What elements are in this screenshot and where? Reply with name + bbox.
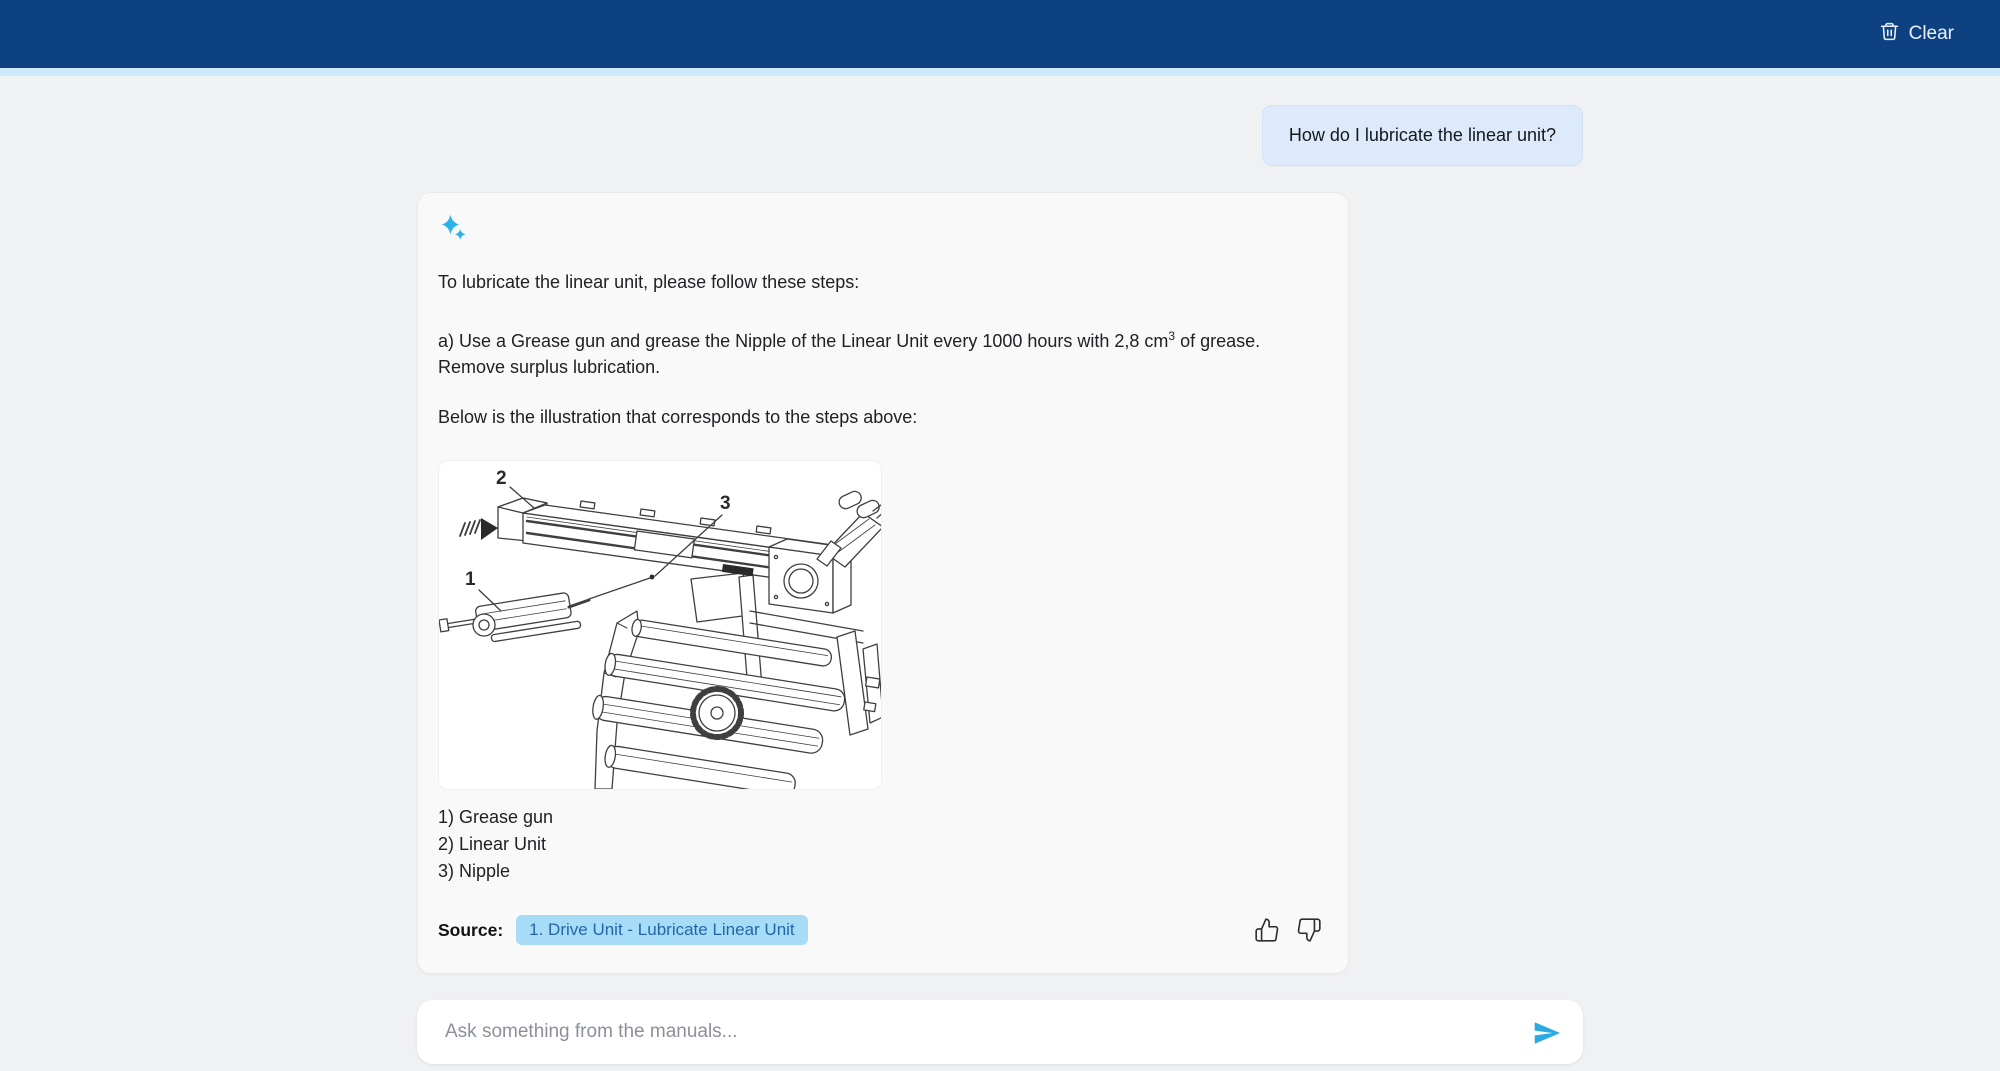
- chat-column: [417, 76, 1583, 1064]
- feedback-buttons: [1254, 917, 1322, 943]
- send-button[interactable]: [1531, 1017, 1563, 1049]
- source-label: Source:: [438, 919, 504, 940]
- thumbs-up-button[interactable]: [1254, 917, 1280, 943]
- assistant-message-card: [417, 192, 1349, 974]
- send-icon: [1532, 1036, 1562, 1051]
- sparkles-icon: [438, 213, 1320, 245]
- legend-item-nipple: 3) Nipple: [438, 861, 511, 881]
- thumbs-down-button[interactable]: [1296, 917, 1322, 943]
- trash-icon: [1879, 21, 1900, 48]
- chat-input[interactable]: [417, 1000, 1583, 1064]
- legend-item-grease-gun: 1) Grease gun: [438, 807, 554, 827]
- user-message-text: How do I lubricate the linear unit?: [1288, 125, 1556, 145]
- app-header: [0, 0, 2000, 68]
- source-link-badge[interactable]: 1. Drive Unit - Lubricate Linear Unit: [516, 915, 808, 945]
- thumbs-up-icon: [1254, 931, 1280, 946]
- assistant-intro-text: To lubricate the linear unit, please follow these steps:: [438, 272, 860, 292]
- clear-button-label: Clear: [1908, 23, 1954, 44]
- figure-callout-2: 2: [496, 468, 507, 489]
- figure-callout-3: 3: [720, 493, 731, 514]
- figure-legend: [438, 804, 1320, 885]
- assistant-illustration-note: Below is the illustration that corresponds to the steps above:: [438, 407, 918, 427]
- source-left: [438, 915, 808, 945]
- linear-unit-illustration: [439, 461, 882, 790]
- header-accent-strip: [0, 68, 2000, 76]
- user-message-bubble: [1262, 105, 1583, 166]
- composer: [417, 1000, 1583, 1064]
- legend-item-linear-unit: 2) Linear Unit: [438, 834, 547, 854]
- figure-linear-unit: [438, 460, 882, 790]
- source-row: [438, 915, 1322, 945]
- thumbs-down-icon: [1296, 931, 1322, 946]
- assistant-step-text: a) Use a Grease gun and grease the Nipple of the Linear Unit every 1000 hours with 2,8 $cm^3$ of grease. Remove surplus lubrication.: [438, 329, 1261, 377]
- figure-callout-1: 1: [465, 569, 476, 590]
- clear-button[interactable]: [1873, 20, 1960, 49]
- user-message-row: [417, 105, 1583, 166]
